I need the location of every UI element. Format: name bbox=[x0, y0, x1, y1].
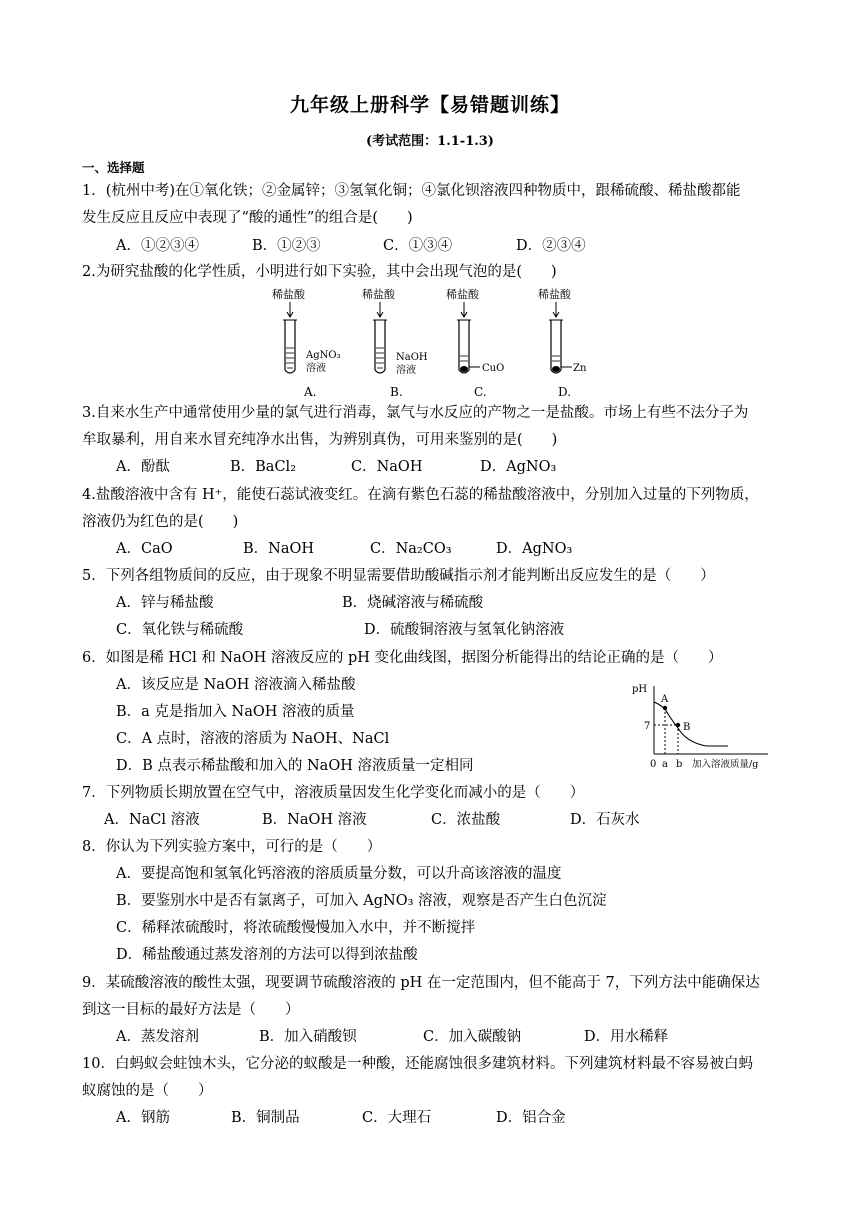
q5-option-c: C．氧化铁与稀硫酸 bbox=[116, 622, 244, 638]
q1-stem-line1: 1．(杭州中考)在①氧化铁；②金属锌；③氢氧化铜；④氯化钡溶液四种物质中，跟稀硫酸、稀盐酸都能 bbox=[82, 183, 741, 199]
tube-d-label: D. bbox=[558, 385, 572, 399]
q9-option-b: B．加入硝酸钡 bbox=[259, 1029, 357, 1045]
tube-d bbox=[538, 287, 587, 399]
ph-axis-label: pH bbox=[632, 684, 648, 695]
q3-option-c: C．NaOH bbox=[351, 459, 423, 475]
q4-option-d: D．AgNO₃ bbox=[496, 541, 573, 557]
ph-curve-graph bbox=[630, 678, 775, 773]
q1-option-d: D．②③④ bbox=[516, 238, 586, 254]
ph-point-b-label: B bbox=[683, 722, 691, 733]
q4-stem-line2: 溶液仍为红色的是( ) bbox=[82, 514, 239, 530]
ph-seven-tick: 7 bbox=[644, 721, 651, 732]
tube-c-reagent: CuO bbox=[482, 363, 505, 374]
q5-option-a: A．锌与稀盐酸 bbox=[116, 595, 214, 611]
q10-option-b: B．铜制品 bbox=[231, 1110, 300, 1126]
q9-option-a: A．蒸发溶剂 bbox=[116, 1029, 199, 1045]
ph-a-tick: a bbox=[662, 759, 668, 770]
q5-stem: 5．下列各组物质间的反应，由于现象不明显需要借助酸碱指示剂才能判断出反应发生的是（ ） bbox=[82, 568, 715, 584]
q7-option-d: D．石灰水 bbox=[570, 812, 640, 828]
q1-option-c: C．①③④ bbox=[383, 238, 453, 254]
tube-a-acid-label: 稀盐酸 bbox=[272, 288, 305, 301]
q10-stem-line1: 10．白蚂蚁会蛀蚀木头，它分泌的蚁酸是一种酸，还能腐蚀很多建筑材料。下列建筑材料最不容易被白蚂 bbox=[82, 1056, 753, 1072]
q3-stem-line2: 牟取暴利，用自来水冒充纯净水出售，为辨别真伪，可用来鉴别的是( ) bbox=[82, 432, 558, 448]
q8-option-b: B．要鉴别水中是否有氯离子，可加入 AgNO₃ 溶液，观察是否产生白色沉淀 bbox=[116, 893, 607, 909]
q7-option-b: B．NaOH 溶液 bbox=[262, 812, 367, 828]
q6-option-d: D．B 点表示稀盐酸和加入的 NaOH 溶液质量一定相同 bbox=[116, 758, 474, 774]
tube-b-label: B. bbox=[390, 385, 403, 399]
ph-point-a-label: A bbox=[661, 694, 669, 705]
ph-x-axis-label: 加入溶液质量/g bbox=[692, 759, 759, 770]
q2-stem: 2.为研究盐酸的化学性质，小明进行如下实验，其中会出现气泡的是( ) bbox=[82, 264, 557, 280]
q6-option-c: C．A 点时，溶液的溶质为 NaOH、NaCl bbox=[116, 731, 390, 747]
q9-option-d: D．用水稀释 bbox=[584, 1029, 669, 1045]
exam-scope: (考试范围：1.1-1.3) bbox=[366, 134, 494, 149]
tube-d-reagent: Zn bbox=[573, 363, 587, 374]
q9-stem-line2: 到这一目标的最好方法是（ ） bbox=[82, 1002, 300, 1018]
q1-option-a: A．①②③④ bbox=[116, 238, 199, 254]
q6-stem: 6．如图是稀 HCl 和 NaOH 溶液反应的 pH 变化曲线图，据图分析能得出的结论正确的是（ ） bbox=[82, 650, 723, 666]
q10-option-a: A．钢筋 bbox=[116, 1110, 170, 1126]
q9-option-c: C．加入碳酸钠 bbox=[423, 1029, 522, 1045]
q10-stem-line2: 蚁腐蚀的是（ ） bbox=[82, 1083, 213, 1099]
q3-option-d: D．AgNO₃ bbox=[480, 459, 557, 475]
q8-option-d: D．稀盐酸通过蒸发溶剂的方法可以得到浓盐酸 bbox=[116, 947, 418, 963]
q4-option-b: B．NaOH bbox=[243, 541, 315, 557]
section-heading: 一、选择题 bbox=[82, 160, 145, 175]
q4-option-c: C．Na₂CO₃ bbox=[370, 541, 452, 557]
q10-option-d: D．铝合金 bbox=[496, 1110, 566, 1126]
q6-option-b: B．a 克是指加入 NaOH 溶液的质量 bbox=[116, 704, 355, 720]
q6-option-a: A．该反应是 NaOH 溶液滴入稀盐酸 bbox=[116, 677, 356, 693]
q3-stem-line1: 3.自来水生产中通常使用少量的氯气进行消毒，氯气与水反应的产物之一是盐酸。市场上有些不法分子为 bbox=[82, 405, 749, 421]
tube-a-reagent-2: 溶液 bbox=[306, 363, 326, 374]
tube-b-acid-label: 稀盐酸 bbox=[362, 288, 395, 301]
tube-a-reagent: AgNO₃ bbox=[306, 350, 341, 361]
tube-a bbox=[272, 287, 341, 399]
q7-stem: 7．下列物质长期放置在空气中，溶液质量因发生化学变化而减小的是（ ） bbox=[82, 785, 585, 801]
q8-stem: 8．你认为下列实验方案中，可行的是（ ） bbox=[82, 839, 382, 855]
q4-option-a: A．CaO bbox=[116, 541, 173, 557]
tube-b-reagent-2: 溶液 bbox=[396, 365, 416, 376]
q5-option-d: D．硫酸铜溶液与氢氧化钠溶液 bbox=[364, 622, 565, 638]
tube-b-reagent: NaOH bbox=[396, 352, 428, 363]
q8-option-a: A．要提高饱和氢氧化钙溶液的溶质质量分数，可以升高该溶液的温度 bbox=[116, 866, 562, 882]
tube-c-label: C. bbox=[474, 385, 487, 399]
q3-option-a: A．酚酞 bbox=[116, 459, 170, 475]
tube-d-acid-label: 稀盐酸 bbox=[538, 288, 571, 301]
q1-stem-line2: 发生反应且反应中表现了“酸的通性”的组合是( ) bbox=[82, 210, 413, 226]
tube-a-label: A. bbox=[304, 385, 317, 399]
ph-b-tick: b bbox=[676, 759, 683, 770]
q9-stem-line1: 9．某硫酸溶液的酸性太强，现要调节硫酸溶液的 pH 在一定范围内，但不能高于 7，下列方法中能确保达 bbox=[82, 975, 760, 991]
ph-origin-label: 0 bbox=[650, 759, 657, 770]
q1-option-b: B．①②③ bbox=[252, 238, 321, 254]
q3-option-b: B．BaCl₂ bbox=[230, 459, 297, 475]
q8-option-c: C．稀释浓硫酸时，将浓硫酸慢慢加入水中，并不断搅拌 bbox=[116, 920, 476, 936]
q7-option-a: A．NaCl 溶液 bbox=[104, 812, 200, 828]
q4-stem-line1: 4.盐酸溶液中含有 H⁺，能使石蕊试液变红。在滴有紫色石蕊的稀盐酸溶液中，分别加入过量的下列物质， bbox=[82, 487, 759, 503]
q5-option-b: B．烧碱溶液与稀硫酸 bbox=[342, 595, 484, 611]
test-tube-figure bbox=[266, 284, 596, 402]
page-title: 九年级上册科学【易错题训练】 bbox=[289, 94, 570, 116]
tube-c bbox=[446, 287, 504, 399]
tube-c-acid-label: 稀盐酸 bbox=[446, 288, 479, 301]
tube-b bbox=[362, 287, 428, 399]
q7-option-c: C．浓盐酸 bbox=[431, 812, 501, 828]
q10-option-c: C．大理石 bbox=[362, 1110, 432, 1126]
